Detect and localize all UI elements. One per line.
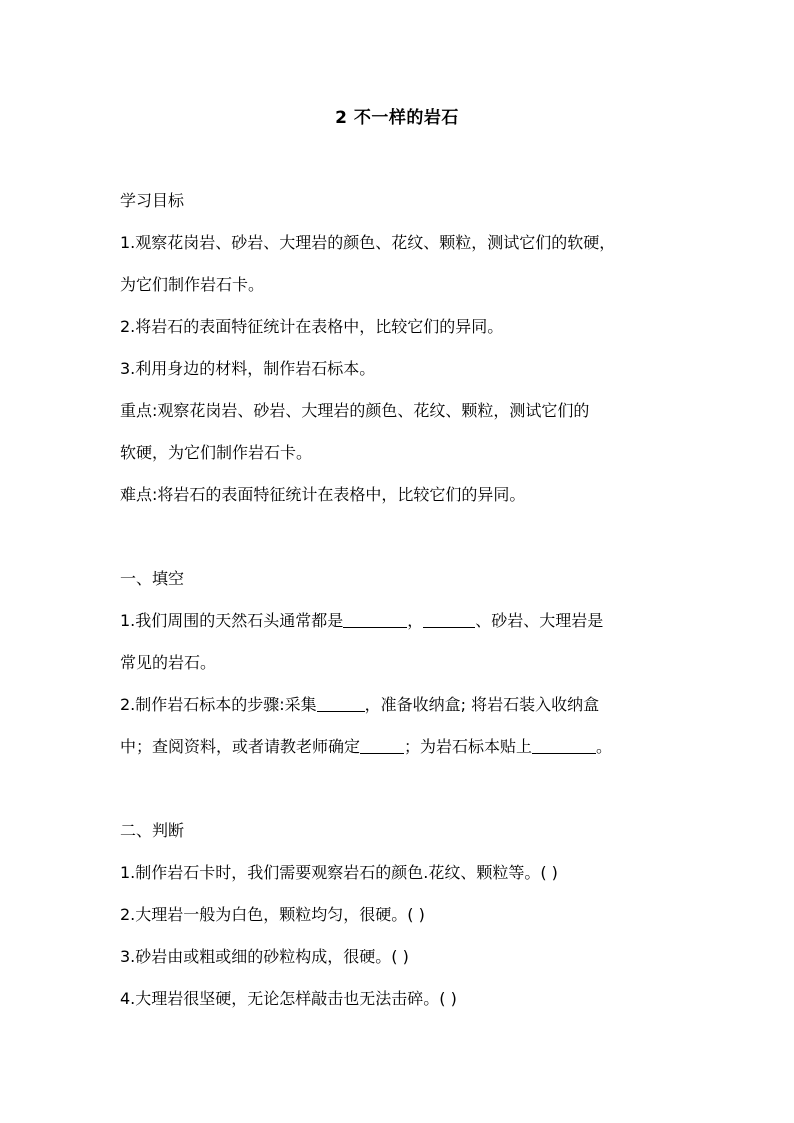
- judge-question-4: 4.大理岩很坚硬，无论怎样敲击也无法击碎。( ): [120, 989, 457, 1008]
- key-point-line-1: 重点:观察花岗岩、砂岩、大理岩的颜色、花纹、颗粒，测试它们的: [120, 401, 590, 420]
- objective-1-line-1: 1.观察花岗岩、砂岩、大理岩的颜色、花纹、颗粒，测试它们的软硬，: [120, 233, 616, 252]
- fill-question-1-line-2: 常见的岩石。: [120, 653, 217, 672]
- answer-blank[interactable]: [532, 752, 596, 754]
- fill-question-2-text-b: ，准备收纳盒; 将岩石装入收纳盒: [364, 695, 600, 714]
- judge-question-3: 3.砂岩由或粗或细的砂粒构成，很硬。( ): [120, 947, 409, 966]
- fill-blank-heading: 一、填空: [120, 569, 185, 588]
- answer-blank[interactable]: [343, 626, 407, 628]
- fill-question-2-text-c: 中；查阅资料，或者请教老师确定: [120, 737, 361, 756]
- key-point-line-2: 软硬，为它们制作岩石卡。: [120, 443, 313, 462]
- fill-question-2-text-d: ；为岩石标本贴上: [404, 737, 533, 756]
- page-title: 2 不一样的岩石: [335, 108, 459, 128]
- objectives-heading: 学习目标: [120, 191, 185, 210]
- fill-question-2-line-1: [120, 689, 680, 721]
- fill-question-2-text-e: 。: [596, 737, 613, 756]
- difficulty-point: 难点:将岩石的表面特征统计在表格中，比较它们的异同。: [120, 485, 526, 504]
- answer-blank[interactable]: [360, 752, 404, 754]
- objective-3: 3.利用身边的材料，制作岩石标本。: [120, 359, 376, 378]
- answer-blank[interactable]: [423, 626, 475, 628]
- judge-question-1: 1.制作岩石卡时，我们需要观察岩石的颜色.花纹、颗粒等。( ): [120, 863, 558, 882]
- judge-question-2: 2.大理岩一般为白色，颗粒均匀，很硬。( ): [120, 905, 425, 924]
- answer-blank[interactable]: [317, 710, 365, 712]
- document-body: [120, 185, 680, 1015]
- fill-question-2-text-a: 2.制作岩石标本的步骤:采集: [120, 695, 317, 714]
- fill-question-1-line-1: [120, 605, 680, 637]
- fill-question-1-text-b: ，: [407, 611, 424, 630]
- objective-1-line-2: 为它们制作岩石卡。: [120, 275, 265, 294]
- fill-question-2-line-2: [120, 731, 680, 763]
- fill-question-1-text-a: 1.我们周围的天然石头通常都是: [120, 611, 344, 630]
- objective-2: 2.将岩石的表面特征统计在表格中，比较它们的异同。: [120, 317, 504, 336]
- fill-question-1-text-c: 、砂岩、大理岩是: [475, 611, 604, 630]
- judge-heading: 二、判断: [120, 821, 185, 840]
